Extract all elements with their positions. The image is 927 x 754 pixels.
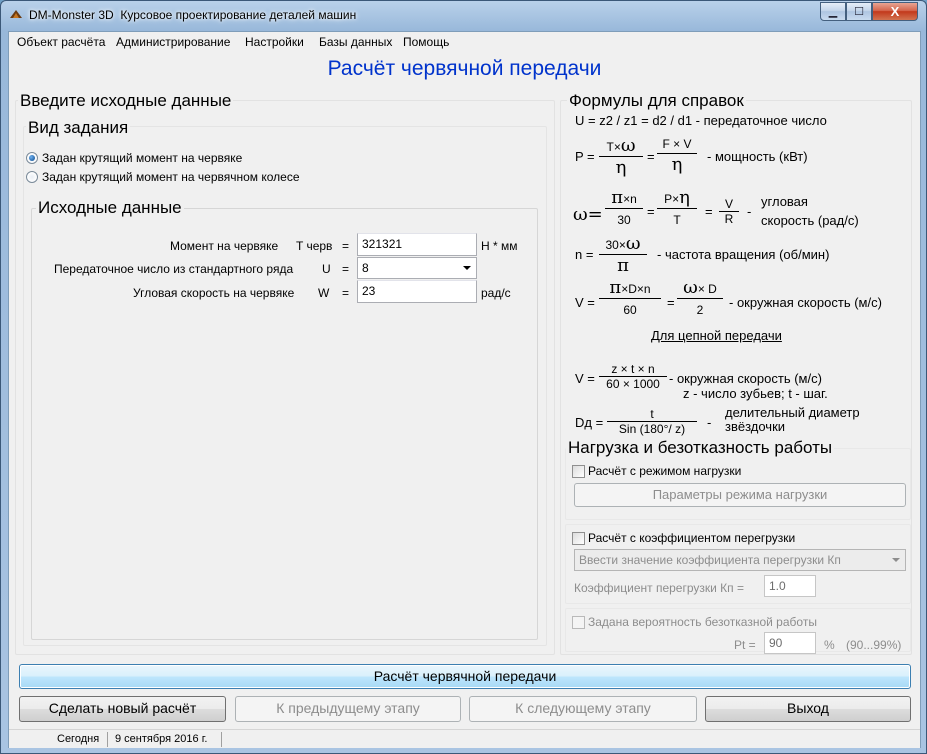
kp-input[interactable]: 1.0 <box>764 575 816 597</box>
menu-bar <box>9 32 920 51</box>
menu-databases[interactable]: Базы данных <box>319 35 393 49</box>
speed-label: Угловая скорость на червяке <box>133 286 295 300</box>
checkbox-icon <box>572 465 585 478</box>
chevron-down-icon <box>463 266 471 270</box>
checkbox-icon <box>572 616 585 629</box>
formulas-section: Формулы для справок U = z2 / z1 = d2 / d1 - передаточное число P = T×ω η = F × V η - мощность (кВт) ω= $\frac{\pi\times n}{30}$ = $\frac{P\times\eta}{T}$ = $\frac{V}{R}$ - угловая скорость (рад/с) n = 30×ω π - частота вращения (об/мин) V = $\frac{\pi\times D\times n}{60}$ = $\frac{\omega\times D}{2}$ - окружная скорость (м/с) Для цепной передачи V = $\frac{z \times t \times n}{60 \times 1000}$ - окружная скорость (м/с) z - число зубьев; t - шаг. Dд = t Sin (180°/ z) - делительный диаметр звёздочки Нагрузка и безотказность работы Расчёт с режимом нагрузки Параметры режима нагрузки Расчёт с коэффициентом перегрузки Ввести значение коэффициента перегрузки Кп Коэффициент перегрузки Кп = 1.0 Задана вероятность безотказной работы Pt = 90 % (90...99%) <box>560 100 912 655</box>
maximize-button[interactable] <box>846 2 872 21</box>
pt-input[interactable]: 90 <box>764 632 816 654</box>
ratio-label: Передаточное число из стандартного ряда <box>54 262 294 276</box>
status-bar <box>9 729 920 748</box>
torque-eq: = <box>342 239 350 253</box>
kp-label: Коэффициент перегрузки Кп = <box>574 581 744 595</box>
status-today-label: Сегодня <box>57 733 100 745</box>
status-date: 9 сентября 2016 г. <box>115 733 208 745</box>
radio-unselected-icon <box>26 171 38 183</box>
status-separator <box>221 732 222 747</box>
formula-ratio: U = z2 / z1 = d2 / d1 - передаточное число <box>575 113 827 128</box>
pt-unit: % <box>824 638 835 652</box>
title-bar[interactable] <box>1 1 926 31</box>
radio-selected-icon <box>26 152 38 164</box>
minimize-icon: ▁ <box>828 6 838 18</box>
new-calc-button[interactable]: Сделать новый расчёт <box>19 696 226 722</box>
reliability-checkbox[interactable]: Задана вероятность безотказной работы <box>572 615 817 629</box>
speed-eq: = <box>342 286 350 300</box>
page-title: Расчёт червячной передачи <box>327 57 602 80</box>
radio-torque-wheel[interactable]: Задан крутящий момент на червячном колесе <box>26 170 300 184</box>
torque-label: Момент на червяке <box>170 239 279 253</box>
source-data-title: Исходные данные <box>38 198 182 217</box>
ratio-symbol: U <box>322 262 331 276</box>
maximize-icon: ☐ <box>854 6 864 18</box>
app-logo-icon <box>9 9 23 19</box>
window-title: DM-Monster 3D Курсовое проектирование деталей машин <box>29 8 357 22</box>
status-separator <box>107 732 108 747</box>
overload-checkbox[interactable]: Расчёт с коэффициентом перегрузки <box>572 531 795 545</box>
radio-torque-worm[interactable]: Задан крутящий момент на червяке <box>26 151 242 165</box>
exit-button[interactable]: Выход <box>705 696 911 722</box>
client-area <box>8 31 921 748</box>
torque-input[interactable]: 321321 <box>357 233 477 256</box>
task-type-group <box>23 118 547 646</box>
input-section <box>15 91 555 655</box>
load-mode-checkbox[interactable]: Расчёт с режимом нагрузки <box>572 464 741 478</box>
source-data-group <box>31 198 538 640</box>
load-title: Нагрузка и безотказность работы <box>568 438 833 457</box>
menu-settings[interactable]: Настройки <box>245 35 304 49</box>
overload-select[interactable]: Ввести значение коэффициента перегрузки Кп <box>574 549 906 571</box>
next-step-button[interactable]: К следующему этапу <box>469 696 697 722</box>
speed-unit: рад/с <box>481 286 511 300</box>
ratio-eq: = <box>342 262 350 276</box>
load-group <box>565 438 911 520</box>
chain-title: Для цепной передачи <box>651 328 782 343</box>
pt-label: Pt = <box>734 638 756 652</box>
close-button[interactable] <box>872 2 918 21</box>
close-icon: X <box>890 4 900 19</box>
menu-object[interactable]: Объект расчёта <box>17 35 106 49</box>
prev-step-button[interactable]: К предыдущему этапу <box>235 696 461 722</box>
torque-symbol: T черв <box>296 239 333 253</box>
input-section-title: Введите исходные данные <box>20 91 232 110</box>
torque-unit: Н * мм <box>481 239 518 253</box>
ratio-select[interactable]: 8 <box>357 257 477 279</box>
checkbox-icon <box>572 532 585 545</box>
pt-range: (90...99%) <box>846 638 902 652</box>
menu-help[interactable]: Помощь <box>403 35 450 49</box>
speed-symbol: W <box>318 286 330 300</box>
minimize-button[interactable] <box>820 2 846 21</box>
chevron-down-icon <box>892 558 900 562</box>
overload-group <box>565 524 911 604</box>
load-mode-params-button[interactable]: Параметры режима нагрузки <box>574 483 906 507</box>
speed-input[interactable]: 23 <box>357 280 477 303</box>
menu-admin[interactable]: Администрирование <box>116 35 231 49</box>
task-type-title: Вид задания <box>28 118 129 137</box>
calculate-button[interactable]: Расчёт червячной передачи <box>19 664 911 689</box>
reliability-group <box>565 608 911 652</box>
formulas-title: Формулы для справок <box>569 91 744 110</box>
